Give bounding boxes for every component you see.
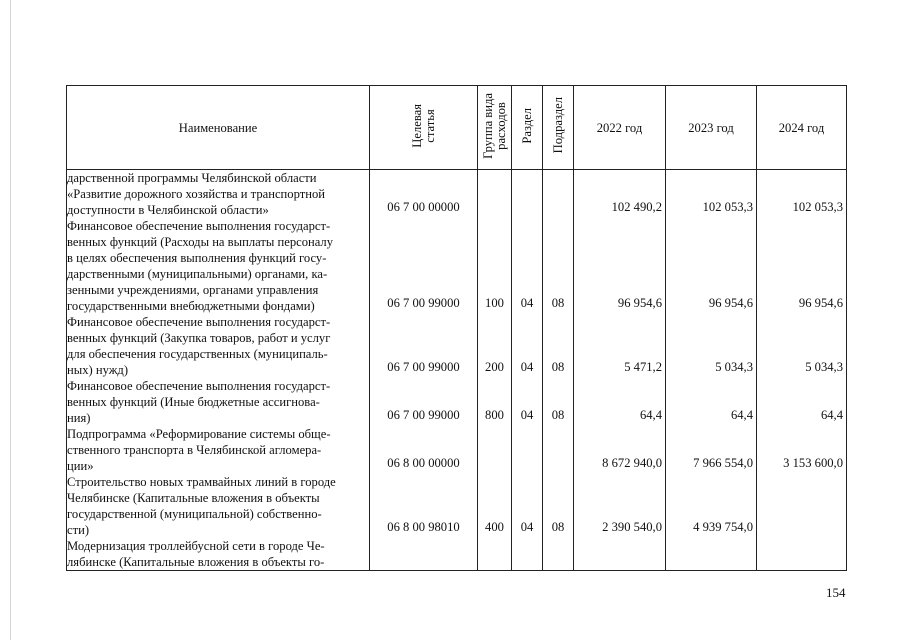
row-name-line: ных) нужд) bbox=[67, 363, 129, 377]
table-row bbox=[67, 474, 847, 538]
page-number: 154 bbox=[826, 585, 846, 600]
table-row bbox=[67, 426, 847, 474]
row-name-line: венных функций (Иные бюджетные ассигнова- bbox=[67, 395, 320, 409]
expense-group-cell bbox=[478, 170, 512, 219]
row-name-line: Челябинске (Капитальные вложения в объекты bbox=[67, 491, 320, 505]
row-name-line: доступности в Челябинской области» bbox=[67, 203, 269, 217]
expense-group-cell: 400 bbox=[478, 474, 512, 538]
table-header-row bbox=[67, 86, 847, 170]
amount-2023-cell: 7 966 554,0 bbox=[666, 426, 757, 474]
section-cell: 04 bbox=[512, 218, 543, 314]
subsection-cell: 08 bbox=[543, 474, 574, 538]
row-name-line: Модернизация троллейбусной сети в городе Че- bbox=[67, 539, 325, 553]
amount-2024-cell bbox=[757, 538, 847, 571]
expense-group-cell: 800 bbox=[478, 378, 512, 426]
table-row bbox=[67, 218, 847, 314]
target-item-cell: 06 7 00 99000 bbox=[370, 218, 478, 314]
target-item-cell: 06 7 00 00000 bbox=[370, 170, 478, 219]
target-item-cell: 06 7 00 99000 bbox=[370, 314, 478, 378]
section-cell: 04 bbox=[512, 474, 543, 538]
section-cell bbox=[512, 426, 543, 474]
header-section: Раздел bbox=[512, 86, 543, 170]
table-row bbox=[67, 538, 847, 571]
row-name-line: сти) bbox=[67, 523, 90, 537]
budget-table bbox=[66, 85, 847, 571]
subsection-cell bbox=[543, 426, 574, 474]
amount-2024-cell bbox=[757, 474, 847, 538]
amount-2023-cell: 96 954,6 bbox=[666, 218, 757, 314]
amount-2024-cell: 64,4 bbox=[757, 378, 847, 426]
table-row bbox=[67, 314, 847, 378]
target-item-cell: 06 8 00 00000 bbox=[370, 426, 478, 474]
row-name-line: зенными учреждениями, органами управления bbox=[67, 283, 319, 297]
row-name-cell bbox=[67, 538, 370, 571]
row-name-line: ции» bbox=[67, 459, 94, 473]
amount-2023-cell: 4 939 754,0 bbox=[666, 474, 757, 538]
header-year-2024: 2024 год bbox=[757, 86, 847, 170]
amount-2022-cell: 2 390 540,0 bbox=[574, 474, 666, 538]
row-name-line: Финансовое обеспечение выполнения государст- bbox=[67, 379, 331, 393]
row-name-line: государственной (муниципальной) собственно- bbox=[67, 507, 322, 521]
section-cell bbox=[512, 170, 543, 219]
row-name-cell bbox=[67, 170, 370, 219]
row-name-cell bbox=[67, 426, 370, 474]
header-year-2023: 2023 год bbox=[666, 86, 757, 170]
subsection-cell: 08 bbox=[543, 378, 574, 426]
amount-2022-cell: 5 471,2 bbox=[574, 314, 666, 378]
amount-2024-cell: 102 053,3 bbox=[757, 170, 847, 219]
amount-2023-cell bbox=[666, 538, 757, 571]
amount-2023-cell: 64,4 bbox=[666, 378, 757, 426]
header-expense-group: Группа вида расходов bbox=[478, 86, 512, 170]
header-year-2022: 2022 год bbox=[574, 86, 666, 170]
amount-2022-cell bbox=[574, 538, 666, 571]
amount-2024-cell: 3 153 600,0 bbox=[757, 426, 847, 474]
row-name-line: государственными внебюджетными фондами) bbox=[67, 299, 315, 313]
amount-2022-cell: 102 490,2 bbox=[574, 170, 666, 219]
row-name-line: венных функций (Расходы на выплаты персоналу bbox=[67, 235, 334, 249]
row-name-line: Подпрограмма «Реформирование системы обще- bbox=[67, 427, 331, 441]
expense-group-cell: 200 bbox=[478, 314, 512, 378]
row-name-cell bbox=[67, 218, 370, 314]
amount-2023-cell: 5 034,3 bbox=[666, 314, 757, 378]
amount-2022-cell: 64,4 bbox=[574, 378, 666, 426]
target-item-cell: 06 7 00 99000 bbox=[370, 378, 478, 426]
row-name-line: Строительство новых трамвайных линий в городе bbox=[67, 475, 336, 489]
section-cell: 04 bbox=[512, 378, 543, 426]
row-name-line: Финансовое обеспечение выполнения государст- bbox=[67, 315, 331, 329]
subsection-cell: 08 bbox=[543, 218, 574, 314]
row-name-line: дарственными (муниципальными) органами, ка- bbox=[67, 267, 328, 281]
header-subsection: Подраздел bbox=[543, 86, 574, 170]
row-name-line: дарственной программы Челябинской области bbox=[67, 171, 317, 185]
row-name-line: «Развитие дорожного хозяйства и транспортной bbox=[67, 187, 325, 201]
row-name-line: лябинске (Капитальные вложения в объекты го- bbox=[67, 555, 325, 569]
target-item-cell: 06 8 00 98010 bbox=[370, 474, 478, 538]
section-cell: 04 bbox=[512, 314, 543, 378]
amount-2022-cell: 96 954,6 bbox=[574, 218, 666, 314]
row-name-cell bbox=[67, 474, 370, 538]
section-cell bbox=[512, 538, 543, 571]
header-name: Наименование bbox=[67, 86, 370, 170]
expense-group-cell bbox=[478, 426, 512, 474]
subsection-cell bbox=[543, 538, 574, 571]
row-name-line: ния) bbox=[67, 411, 91, 425]
target-item-cell bbox=[370, 538, 478, 571]
row-name-cell bbox=[67, 314, 370, 378]
amount-2024-cell: 5 034,3 bbox=[757, 314, 847, 378]
header-target-item: Целевая статья bbox=[370, 86, 478, 170]
table-row bbox=[67, 378, 847, 426]
amount-2024-cell: 96 954,6 bbox=[757, 218, 847, 314]
expense-group-cell: 100 bbox=[478, 218, 512, 314]
row-name-cell bbox=[67, 378, 370, 426]
row-name-line: ственного транспорта в Челябинской агломера- bbox=[67, 443, 322, 457]
expense-group-cell bbox=[478, 538, 512, 571]
amount-2023-cell: 102 053,3 bbox=[666, 170, 757, 219]
row-name-line: Финансовое обеспечение выполнения государст- bbox=[67, 219, 331, 233]
row-name-line: венных функций (Закупка товаров, работ и услуг bbox=[67, 331, 331, 345]
subsection-cell: 08 bbox=[543, 314, 574, 378]
row-name-line: в целях обеспечения выполнения функций госу- bbox=[67, 251, 327, 265]
amount-2022-cell: 8 672 940,0 bbox=[574, 426, 666, 474]
row-name-line: для обеспечения государственных (муниципаль- bbox=[67, 347, 328, 361]
subsection-cell bbox=[543, 170, 574, 219]
table-row bbox=[67, 170, 847, 219]
